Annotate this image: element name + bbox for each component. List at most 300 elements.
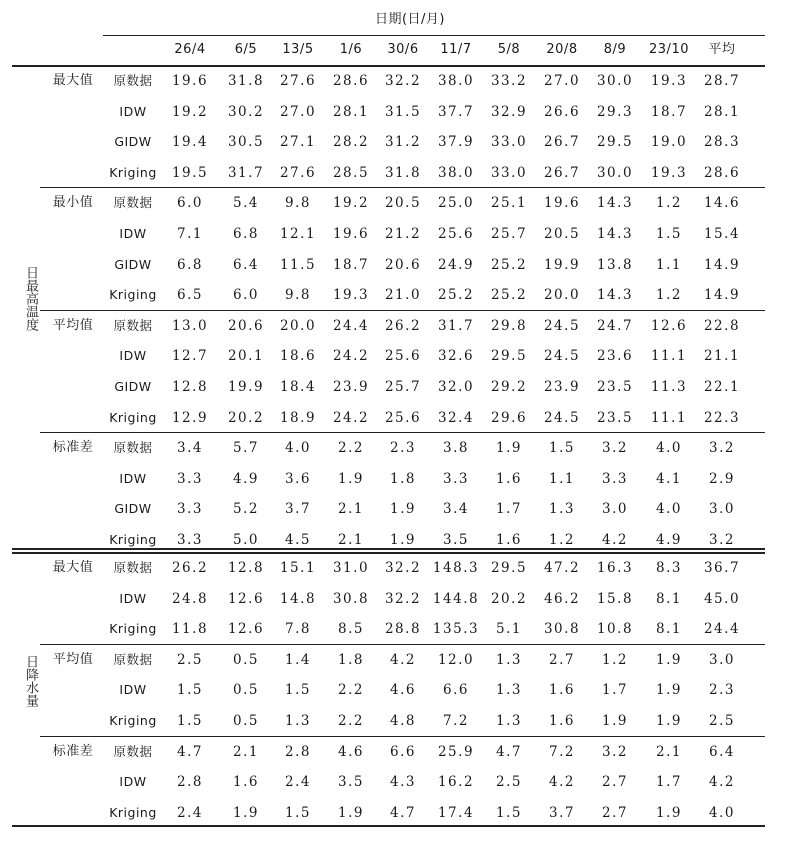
method-label: 原数据 (113, 651, 153, 667)
table-cell: 135.3 (432, 621, 480, 638)
table-cell: 20.1 (227, 348, 265, 365)
table-cell: 1.3 (549, 501, 575, 518)
table-cell: 1.9 (656, 682, 682, 699)
table-cell: 16.3 (596, 560, 634, 576)
table-cell: 19.9 (543, 256, 581, 273)
method-label: 原数据 (113, 73, 153, 88)
table-cell: 2.1 (338, 501, 364, 518)
metric-divider (40, 644, 765, 645)
method-label: 原数据 (113, 317, 153, 333)
table-cell: 2.8 (285, 743, 311, 760)
table-cell: 19.6 (543, 195, 581, 212)
column-header: 11/7 (440, 42, 472, 57)
table-cell: 6.4 (709, 743, 735, 760)
column-header: 平均 (708, 42, 736, 57)
table-cell: 1.3 (285, 713, 311, 729)
table-cell: 4.2 (602, 532, 628, 548)
table-cell: 25.6 (384, 409, 422, 426)
table-cell: 19.6 (332, 226, 370, 242)
table-cell: 24.5 (543, 348, 581, 365)
table-cell: 24.5 (543, 317, 581, 334)
table-cell: 15.4 (703, 226, 741, 242)
table-cell: 32.4 (437, 409, 475, 426)
table-cell: 25.1 (490, 195, 528, 212)
table-cell: 1.9 (338, 804, 364, 821)
metric-label: 平均值 (52, 317, 94, 333)
table-cell: 36.7 (703, 560, 741, 576)
table-cell: 25.6 (384, 348, 422, 365)
table-cell: 20.0 (279, 317, 317, 334)
table-cell: 1.5 (177, 713, 203, 729)
table-cell: 3.2 (709, 532, 735, 548)
method-label: Kriging (109, 621, 157, 637)
table-cell: 3.3 (602, 470, 628, 487)
table-cell: 27.1 (279, 134, 317, 151)
table-cell: 4.0 (656, 501, 682, 518)
table-cell: 9.8 (285, 195, 311, 212)
table-cell: 29.6 (490, 409, 528, 426)
table-cell: 31.5 (384, 103, 422, 120)
table-cell: 3.0 (602, 501, 628, 518)
table-cell: 2.2 (338, 713, 364, 729)
table-cell: 23.6 (596, 348, 634, 365)
table-cell: 2.7 (602, 804, 628, 821)
table-cell: 8.1 (656, 590, 682, 607)
table-cell: 19.3 (650, 164, 688, 181)
table-cell: 144.8 (432, 590, 480, 607)
table-cell: 31.8 (227, 73, 265, 89)
table-cell: 20.5 (384, 195, 422, 212)
table-cell: 3.3 (177, 501, 203, 518)
table-cell: 32.9 (490, 103, 528, 120)
table-cell: 2.2 (338, 682, 364, 699)
table-cell: 23.9 (543, 379, 581, 395)
table-cell: 11.5 (279, 256, 317, 273)
table-cell: 28.1 (703, 103, 741, 120)
table-cell: 3.4 (177, 440, 203, 457)
table-cell: 37.7 (437, 103, 475, 120)
table-cell: 23.9 (332, 379, 370, 395)
table-cell: 30.8 (332, 590, 370, 607)
table-cell: 12.9 (171, 409, 209, 426)
method-label: GIDW (114, 134, 152, 150)
table-cell: 3.0 (709, 501, 735, 518)
table-cell: 12.6 (650, 317, 688, 334)
table-cell: 15.8 (596, 590, 634, 607)
table-cell: 1.6 (496, 470, 522, 487)
table-cell: 14.3 (596, 226, 634, 242)
method-label: IDW (119, 682, 147, 698)
table-cell: 18.4 (279, 379, 317, 395)
table-cell: 24.5 (543, 409, 581, 426)
method-label: Kriging (109, 164, 157, 180)
table-cell: 19.5 (171, 164, 209, 181)
table-cell: 2.3 (709, 682, 735, 699)
table-cell: 4.7 (496, 743, 522, 760)
table-cell: 2.2 (338, 440, 364, 457)
table-cell: 29.5 (596, 134, 634, 151)
method-label: GIDW (114, 379, 152, 394)
table-cell: 6.6 (443, 682, 469, 699)
table-cell: 24.8 (171, 590, 209, 607)
table-cell: 1.8 (390, 470, 416, 487)
table-cell: 25.2 (490, 287, 528, 304)
table-cell: 1.9 (656, 713, 682, 729)
table-cell: 3.3 (443, 470, 469, 487)
column-header: 6/5 (234, 42, 258, 57)
table-cell: 28.7 (703, 73, 741, 89)
table-cell: 2.1 (656, 743, 682, 760)
table-cell: 23.5 (596, 409, 634, 426)
table-cell: 6.4 (233, 256, 259, 273)
method-label: GIDW (114, 256, 152, 272)
table-cell: 4.5 (285, 532, 311, 548)
table-cell: 1.9 (496, 440, 522, 457)
table-cell: 4.7 (177, 743, 203, 760)
table-cell: 1.3 (496, 682, 522, 699)
table-cell: 20.2 (490, 590, 528, 607)
table-cell: 3.5 (338, 774, 364, 791)
table-cell: 30.2 (227, 103, 265, 120)
table-cell: 2.5 (709, 713, 735, 729)
column-header: 20/8 (546, 42, 578, 57)
table-cell: 2.5 (496, 774, 522, 791)
table-cell: 11.1 (650, 409, 688, 426)
table-cell: 12.7 (171, 348, 209, 365)
table-cell: 45.0 (703, 590, 741, 607)
table-cell: 24.7 (596, 317, 634, 334)
table-cell: 32.0 (437, 379, 475, 395)
method-label: 原数据 (113, 560, 153, 575)
table-cell: 148.3 (432, 560, 480, 576)
method-label: IDW (119, 470, 147, 486)
table-cell: 6.0 (177, 195, 203, 212)
table-cell: 2.1 (338, 532, 364, 548)
table-cell: 6.0 (233, 287, 259, 304)
table-cell: 27.6 (279, 164, 317, 181)
section-top-rule (12, 65, 765, 67)
table-cell: 31.2 (384, 134, 422, 151)
method-label: 原数据 (113, 195, 153, 211)
method-label: GIDW (114, 501, 152, 517)
table-cell: 3.4 (443, 501, 469, 518)
table-cell: 31.7 (227, 164, 265, 181)
table-cell: 1.6 (233, 774, 259, 791)
table-cell: 20.6 (384, 256, 422, 273)
date-super-header: 日期(日/月) (374, 12, 446, 27)
table-cell: 30.0 (596, 164, 634, 181)
table-cell: 26.6 (543, 103, 581, 120)
table-cell: 3.2 (602, 440, 628, 457)
table-cell: 20.5 (543, 226, 581, 242)
table-cell: 5.0 (233, 532, 259, 548)
method-label: 原数据 (113, 440, 153, 456)
table-cell: 12.8 (227, 560, 265, 576)
table-cell: 4.3 (390, 774, 416, 791)
table-cell: 1.7 (656, 774, 682, 791)
table-cell: 0.5 (233, 682, 259, 699)
table-cell: 26.2 (171, 560, 209, 576)
table-cell: 2.5 (177, 651, 203, 668)
table-cell: 21.2 (384, 226, 422, 242)
table-cell: 18.7 (332, 256, 370, 273)
metric-label: 标准差 (52, 743, 94, 759)
table-cell: 4.6 (338, 743, 364, 760)
table-cell: 20.2 (227, 409, 265, 426)
table-cell: 1.1 (549, 470, 575, 487)
table-cell: 22.1 (703, 379, 741, 395)
table-cell: 1.7 (602, 682, 628, 699)
table-cell: 10.8 (596, 621, 634, 638)
table-cell: 4.0 (656, 440, 682, 457)
method-label: IDW (119, 348, 147, 364)
table-cell: 2.9 (709, 470, 735, 487)
table-cell: 24.2 (332, 348, 370, 365)
table-cell: 26.2 (384, 317, 422, 334)
metric-label: 最大值 (52, 560, 94, 575)
table-cell: 4.9 (656, 532, 682, 548)
table-cell: 1.9 (338, 470, 364, 487)
table-cell: 3.6 (285, 470, 311, 487)
table-cell: 2.7 (549, 651, 575, 668)
table-cell: 5.4 (233, 195, 259, 212)
table-cell: 2.4 (177, 804, 203, 821)
column-header: 13/5 (282, 42, 314, 57)
column-header: 5/8 (497, 42, 521, 57)
table-cell: 25.2 (437, 287, 475, 304)
table-cell: 1.3 (496, 713, 522, 729)
row-group-label: 日最高温度 (23, 265, 38, 331)
table-cell: 8.1 (656, 621, 682, 638)
table-cell: 46.2 (543, 590, 581, 607)
table-cell: 27.6 (279, 73, 317, 89)
table-cell: 1.5 (549, 440, 575, 457)
table-cell: 30.0 (596, 73, 634, 89)
table-cell: 1.9 (390, 532, 416, 548)
table-cell: 37.9 (437, 134, 475, 151)
table-cell: 3.2 (709, 440, 735, 457)
table-cell: 16.2 (437, 774, 475, 791)
table-cell: 21.1 (703, 348, 741, 365)
method-label: IDW (119, 103, 147, 119)
method-label: IDW (119, 226, 147, 241)
table-cell: 15.1 (279, 560, 317, 576)
table-cell: 0.5 (233, 651, 259, 668)
table-cell: 32.2 (384, 73, 422, 89)
table-cell: 19.3 (332, 287, 370, 304)
table-cell: 1.8 (338, 651, 364, 668)
table-cell: 9.8 (285, 287, 311, 304)
table-cell: 29.5 (490, 560, 528, 576)
table-cell: 1.5 (656, 226, 682, 242)
table-cell: 29.8 (490, 317, 528, 334)
table-cell: 12.6 (227, 590, 265, 607)
table-cell: 19.3 (650, 73, 688, 89)
table-cell: 1.6 (549, 682, 575, 699)
table-cell: 4.7 (390, 804, 416, 821)
method-label: IDW (119, 774, 147, 790)
table-cell: 30.8 (543, 621, 581, 638)
metric-label: 最大值 (52, 73, 94, 88)
table-cell: 28.8 (384, 621, 422, 638)
table-cell: 32.2 (384, 560, 422, 576)
table-cell: 32.6 (437, 348, 475, 365)
table-cell: 1.9 (656, 651, 682, 668)
table-cell: 32.2 (384, 590, 422, 607)
table-cell: 0.5 (233, 713, 259, 729)
table-cell: 7.2 (443, 713, 469, 729)
table-cell: 13.8 (596, 256, 634, 273)
table-cell: 1.2 (549, 532, 575, 548)
table-cell: 4.1 (656, 470, 682, 487)
table-cell: 18.7 (650, 103, 688, 120)
table-cell: 6.8 (233, 226, 259, 242)
table-cell: 33.0 (490, 134, 528, 151)
table-cell: 4.2 (549, 774, 575, 791)
table-cell: 22.3 (703, 409, 741, 426)
table-cell: 28.3 (703, 134, 741, 151)
section-double-rule (12, 548, 765, 550)
column-header: 1/6 (339, 42, 363, 57)
column-header: 8/9 (603, 42, 627, 57)
table-cell: 6.8 (177, 256, 203, 273)
table-cell: 26.7 (543, 164, 581, 181)
table-cell: 14.6 (703, 195, 741, 212)
table-cell: 33.2 (490, 73, 528, 89)
table-cell: 19.6 (171, 73, 209, 89)
table-cell: 1.5 (177, 682, 203, 699)
table-cell: 18.9 (279, 409, 317, 426)
table-cell: 3.7 (549, 804, 575, 821)
method-label: Kriging (109, 713, 157, 728)
table-cell: 1.6 (496, 532, 522, 548)
table-cell: 6.5 (177, 287, 203, 304)
table-cell: 4.0 (285, 440, 311, 457)
table-cell: 7.1 (177, 226, 203, 242)
table-cell: 3.5 (443, 532, 469, 548)
table-cell: 1.7 (496, 501, 522, 518)
table-cell: 2.7 (602, 774, 628, 791)
table-cell: 3.3 (177, 470, 203, 487)
table-cell: 29.2 (490, 379, 528, 395)
table-cell: 19.0 (650, 134, 688, 151)
table-cell: 20.0 (543, 287, 581, 304)
table-cell: 1.2 (656, 287, 682, 304)
table-cell: 14.3 (596, 287, 634, 304)
table-cell: 25.7 (384, 379, 422, 395)
table-cell: 3.2 (602, 743, 628, 760)
table-cell: 4.2 (709, 774, 735, 791)
table-cell: 3.8 (443, 440, 469, 457)
table-cell: 11.3 (650, 379, 688, 395)
table-cell: 25.7 (490, 226, 528, 242)
table-cell: 12.1 (279, 226, 317, 242)
table-cell: 31.0 (332, 560, 370, 576)
table-cell: 3.0 (709, 651, 735, 668)
table-cell: 19.9 (227, 379, 265, 395)
table-cell: 1.5 (285, 682, 311, 699)
table-cell: 25.6 (437, 226, 475, 242)
table-cell: 12.8 (171, 379, 209, 395)
column-header: 26/4 (174, 42, 206, 57)
table-cell: 1.9 (602, 713, 628, 729)
method-label: Kriging (109, 409, 157, 425)
metric-divider (40, 736, 765, 737)
table-cell: 31.7 (437, 317, 475, 334)
table-cell: 4.0 (709, 804, 735, 821)
table-cell: 1.3 (496, 651, 522, 668)
table-cell: 6.6 (390, 743, 416, 760)
table-cell: 8.3 (656, 560, 682, 576)
table-cell: 14.3 (596, 195, 634, 212)
table-cell: 28.1 (332, 103, 370, 120)
table-cell: 12.6 (227, 621, 265, 638)
row-group-label: 日降水量 (23, 654, 38, 707)
table-cell: 5.1 (496, 621, 522, 638)
table-cell: 12.0 (437, 651, 475, 668)
table-cell: 1.2 (602, 651, 628, 668)
table-cell: 14.9 (703, 256, 741, 273)
table-cell: 18.6 (279, 348, 317, 365)
metric-label: 平均值 (52, 651, 94, 667)
table-cell: 29.5 (490, 348, 528, 365)
table-cell: 33.0 (490, 164, 528, 181)
metric-divider (40, 187, 765, 188)
table-cell: 24.9 (437, 256, 475, 273)
table-cell: 38.0 (437, 73, 475, 89)
table-cell: 3.7 (285, 501, 311, 518)
header-divider (103, 35, 765, 36)
column-header: 23/10 (649, 42, 689, 57)
table-cell: 1.2 (656, 195, 682, 212)
table-cell: 1.5 (285, 804, 311, 821)
table-cell: 14.9 (703, 287, 741, 304)
metric-divider (40, 432, 765, 433)
metric-divider (40, 310, 765, 311)
table-cell: 17.4 (437, 804, 475, 821)
table-cell: 31.8 (384, 164, 422, 181)
column-header: 30/6 (387, 42, 419, 57)
table-cell: 27.0 (279, 103, 317, 120)
table-cell: 8.5 (338, 621, 364, 638)
method-label: Kriging (109, 532, 157, 547)
table-cell: 24.4 (332, 317, 370, 334)
section-top-rule (12, 552, 765, 554)
table-cell: 5.2 (233, 501, 259, 518)
table-cell: 2.4 (285, 774, 311, 791)
table-cell: 28.2 (332, 134, 370, 151)
table-cell: 19.4 (171, 134, 209, 151)
table-cell: 25.0 (437, 195, 475, 212)
table-cell: 23.5 (596, 379, 634, 395)
table-cell: 3.3 (177, 532, 203, 548)
table-cell: 1.5 (496, 804, 522, 821)
table-cell: 28.6 (703, 164, 741, 181)
table-cell: 11.1 (650, 348, 688, 365)
table-cell: 27.0 (543, 73, 581, 89)
table-cell: 1.9 (390, 501, 416, 518)
table-cell: 7.8 (285, 621, 311, 638)
metric-label: 最小值 (52, 195, 94, 211)
table-cell: 47.2 (543, 560, 581, 576)
table-cell: 22.8 (703, 317, 741, 334)
method-label: IDW (119, 590, 147, 606)
table-cell: 7.2 (549, 743, 575, 760)
table-cell: 25.9 (437, 743, 475, 760)
table-cell: 5.7 (233, 440, 259, 457)
table-cell: 21.0 (384, 287, 422, 304)
table-cell: 2.1 (233, 743, 259, 760)
